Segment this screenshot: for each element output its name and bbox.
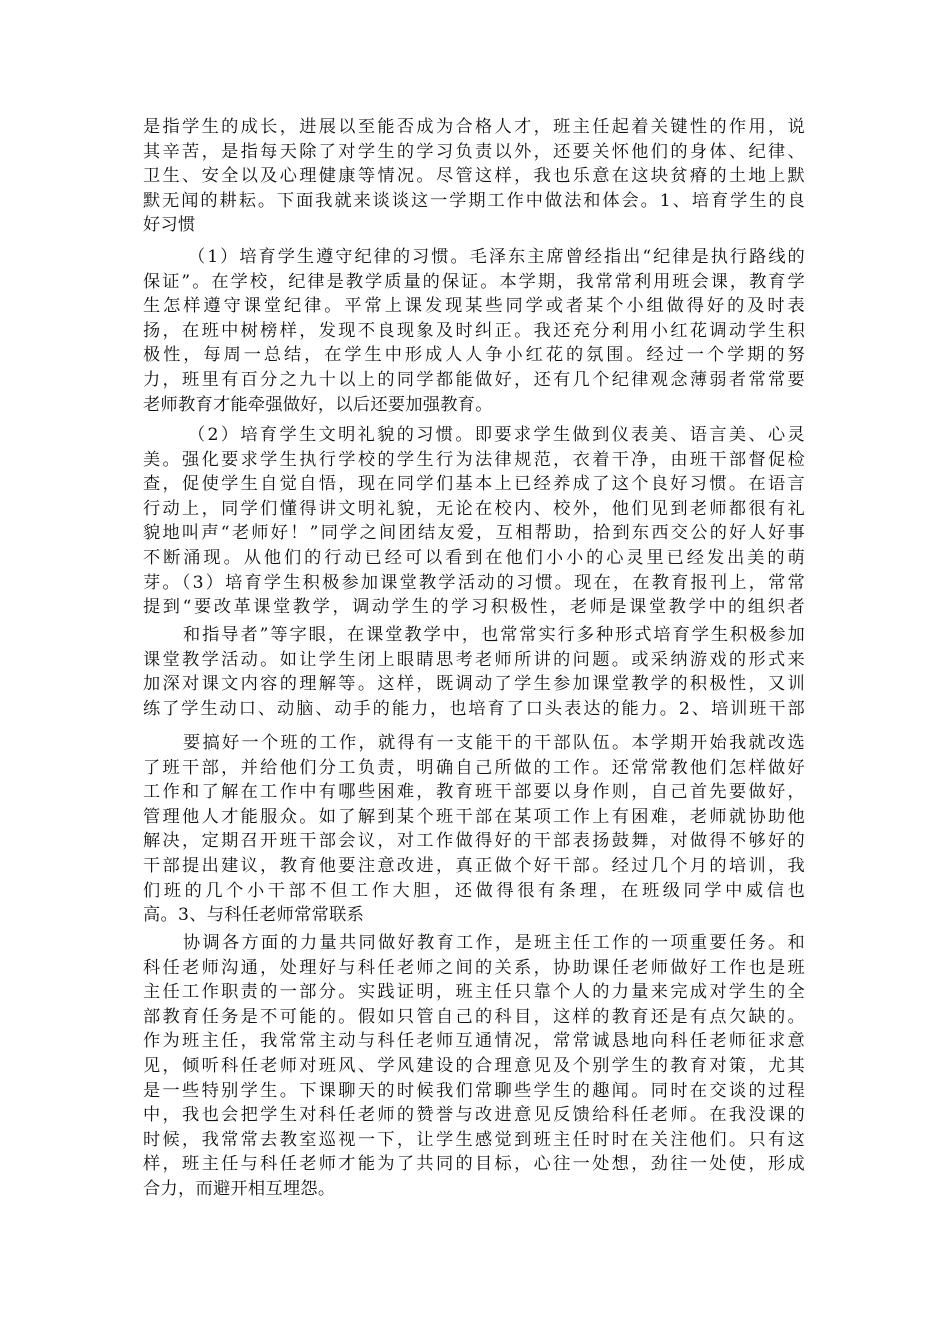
text-line: 貌地叫声“老师好！”同学之间团结友爱，互相帮助，拾到东西交公的好人好事 xyxy=(143,523,805,544)
text-line: 样，班主任与科任老师才能为了共同的目标，心往一处想，劲往一处使，形成 xyxy=(143,1154,805,1175)
text-line: 老师教育才能牵强做好，以后还要加强教育。 xyxy=(143,394,493,415)
text-line: 中，我也会把学生对科任老师的赞誉与改进意见反馈给科任老师。在我没课的 xyxy=(143,1105,805,1126)
text-line: 是一些特别学生。下课聊天的时候我们常聊些学生的趣闻。同时在交谈的过程 xyxy=(143,1080,805,1101)
text-line: 见，倾听科任老师对班风、学风建设的合理意见及个别学生的教育对策，尤其 xyxy=(143,1055,805,1076)
text-line: （2）培育学生文明礼貌的习惯。即要求学生做到仪表美、语言美、心灵 xyxy=(188,425,805,445)
text-line: 部教育任务是不可能的。假如只管自己的科目，这样的教育还是有点欠缺的。 xyxy=(143,1006,805,1027)
text-line: 生怎样遵守课堂纪律。平常上课发现某些同学或者某个小组做得好的及时表 xyxy=(143,296,805,317)
paragraph-4 xyxy=(143,623,805,721)
text-line: 是指学生的成长，进展以至能否成为合格人才，班主任起着关键性的作用，说 xyxy=(143,117,805,137)
text-line: 课堂教学活动。如让学生闭上眼睛思考老师所讲的问题。或采纳游戏的形式来 xyxy=(143,649,805,670)
text-line: 加深对课文内容的理解等。这样，既调动了学生参加课堂教学的积极性，又训 xyxy=(143,674,805,695)
text-line: 提到“要改革课堂教学，调动学生的学习积极性，老师是课堂教学中的组织者 xyxy=(143,597,805,618)
text-line: 合力，而避开相互埋怨。 xyxy=(143,1178,336,1199)
paragraph-6 xyxy=(143,931,805,1202)
text-line: 行动上，同学们懂得讲文明礼貌，无论在校内、校外，他们见到老师都很有礼 xyxy=(143,498,805,519)
text-line: 主任工作职责的一部分。实践证明，班主任只靠个人的力量来完成对学生的全 xyxy=(143,982,805,1003)
text-line: 们班的几个小干部不但工作大胆，还做得很有条理，在班级同学中威信也 xyxy=(143,880,805,901)
text-line: 保证”。在学校，纪律是教学质量的保证。本学期，我常常利用班会课，教育学 xyxy=(143,271,805,292)
text-line: 美。强化要求学生执行学校的学生行为法律规范，衣着干净，由班干部督促检 xyxy=(143,449,805,470)
paragraph-2 xyxy=(143,245,805,417)
paragraph-5 xyxy=(143,731,805,928)
text-line: 作为班主任，我常常主动与科任老师互通情况，常常诚恳地向科任老师征求意 xyxy=(143,1031,805,1052)
text-line: 好习惯 xyxy=(143,215,196,236)
text-line: 科任老师沟通，处理好与科任老师之间的关系，协助课任老师做好工作也是班 xyxy=(143,957,805,978)
text-line: 默无闻的耕耘。下面我就来谈谈这一学期工作中做法和体会。1、培育学生的良 xyxy=(143,190,805,211)
text-line: 干部提出建议，教育他要注意改进，真正做个好干部。经过几个月的培训，我 xyxy=(143,855,805,876)
text-line: 力，班里有百分之九十以上的同学都能做好，还有几个纪律观念薄弱者常常要 xyxy=(143,369,805,390)
text-line: 协调各方面的力量共同做好教育工作，是班主任工作的一项重要任务。和 xyxy=(183,933,805,953)
text-line: 不断涌现。从他们的行动已经可以看到在他们小小的心灵里已经发出美的萌 xyxy=(143,547,805,568)
text-line: 了班干部，并给他们分工负责，明确自己所做的工作。还常常教他们怎样做好 xyxy=(143,757,805,778)
text-line: （1）培育学生遵守纪律的习惯。毛泽东主席曾经指出“纪律是执行路线的 xyxy=(188,247,805,267)
text-line: 卫生、安全以及心理健康等情况。尽管这样，我也乐意在这块贫瘠的土地上默 xyxy=(143,166,805,187)
text-line: 工作和了解在工作中有哪些困难，教育班干部要以身作则，自己首先要做好， xyxy=(143,782,805,803)
text-line: 芽。（3）培育学生积极参加课堂教学活动的习惯。现在，在教育报刊上，常常 xyxy=(143,572,805,593)
text-line: 管理他人才能服众。如了解到某个班干部在某项工作上有困难，老师就协助他 xyxy=(143,806,805,827)
text-line: 练了学生动口、动脑、动手的能力，也培育了口头表达的能力。2、培训班干部 xyxy=(143,698,805,719)
text-line: 扬，在班中树榜样，发现不良现象及时纠正。我还充分利用小红花调动学生积 xyxy=(143,320,805,341)
paragraph-3 xyxy=(143,423,805,620)
paragraph-1 xyxy=(143,115,805,238)
text-line: 要搞好一个班的工作，就得有一支能干的干部队伍。本学期开始我就改选 xyxy=(183,733,805,753)
text-line: 和指导者”等字眼，在课堂教学中，也常常实行多种形式培育学生积极参加 xyxy=(183,625,805,645)
text-line: 高。3、与科任老师常常联系 xyxy=(143,905,365,926)
text-line: 解决，定期召开班干部会议，对工作做得好的干部表扬鼓舞，对做得不够好的 xyxy=(143,831,805,852)
text-line: 其辛苦，是指每天除了对学生的学习负责以外，还要关怀他们的身体、纪律、 xyxy=(143,141,805,162)
text-line: 极性，每周一总结，在学生中形成人人争小红花的氛围。经过一个学期的努 xyxy=(143,345,805,366)
text-line: 时候，我常常去教室巡视一下，让学生感觉到班主任时时在关注他们。只有这 xyxy=(143,1129,805,1150)
text-line: 查，促使学生自觉自悟，现在同学们基本上已经养成了这个良好习惯。在语言 xyxy=(143,474,805,495)
